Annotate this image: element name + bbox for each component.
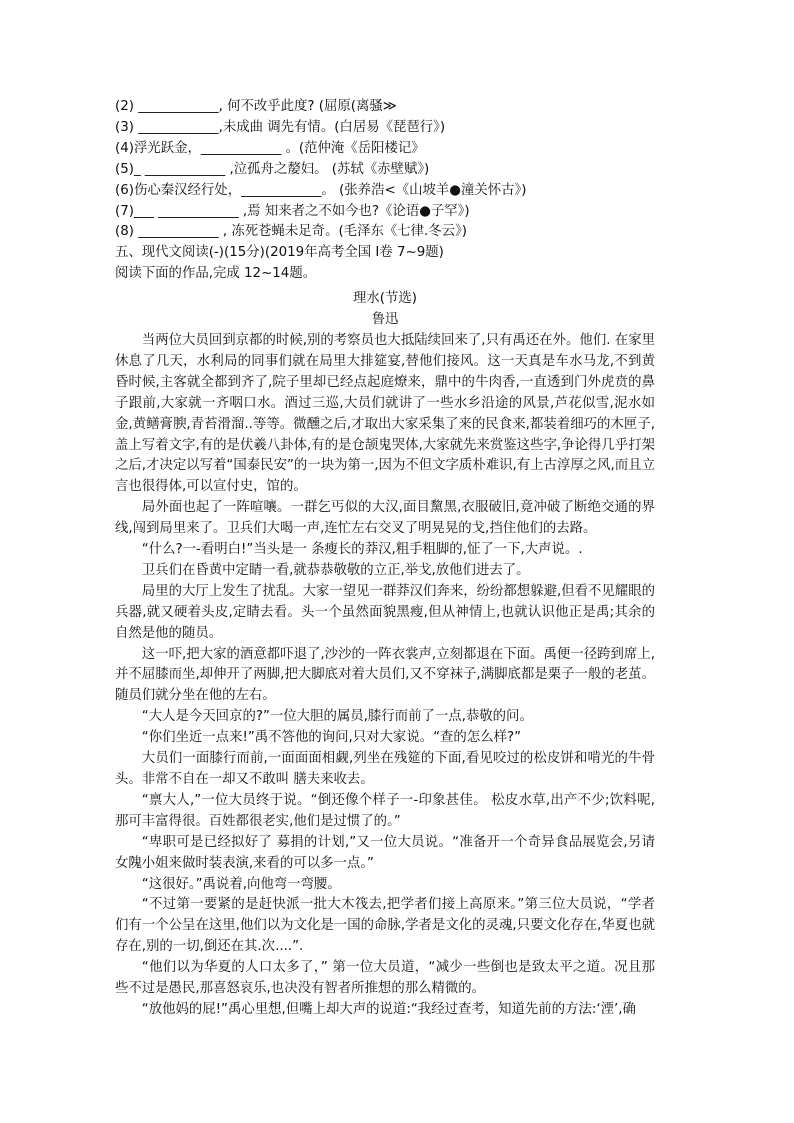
fill-blank-item: (6)伤心秦汉经行处，____________。 (张养浩<《山坡羊●潼关怀古》)	[115, 182, 527, 198]
section-heading: 五、现代文阅读(-)(15分)(2019年高考全国 I卷 7~9题)	[115, 245, 444, 261]
article-paragraph: 当两位大员回到京都的时候,别的考察员也大抵陆续回来了,只有禹还在外。他们. 在家里休息了几天，水利局的同事们就在局里大排筵宴,替他们接风。这一天真是车水马龙,不到黄昏时候,主客就全都到齐了,院子里却已经点起庭燎来，鼎中的牛肉香,一直透到门外虎贲的鼻子跟前,大家就一齐咽口水。酒过三巡,大员们就讲了一些水乡沿途的风景,芦花似雪,泥水如金,黄鳝膏腴,青苔滑溜..等等。微醺之后,才取出大家采集了来的民食来,都装着细巧的木匣子,盖上写着文字,有的是伏羲八卦体,有的是仓颉鬼哭体,大家就先来赏鉴这些字,争论得几乎打架之后,才决定以写着“国泰民安”的一块为第一,因为不但文字质朴难识,有上古淳厚之风,而且立言也很得体,可以宣付史，馆的。	[115, 332, 655, 495]
fill-blank-list	[115, 97, 655, 243]
article-paragraph: “这很好。”禹说着,向他弯一弯腰。	[141, 876, 341, 892]
article-paragraph: 局外面也起了一阵喧嚷。一群乞丐似的大汉,面目黧黑,衣服破旧,竟冲破了断绝交通的界线,闯到局里来了。卫兵们大喝一声,连忙左右交叉了明晃晃的戈,挡住他们的去路。	[115, 500, 655, 537]
article-paragraph: “放他妈的屁!”禹心里想,但嘴上却大声的说道:“我经过查考，知道先前的方法:‘湮’,确	[141, 1001, 636, 1017]
article-paragraph: 这一吓,把大家的酒意都吓退了,沙沙的一阵衣裳声,立刻都退在下面。禹便一径跨到席上,并不屈膝而坐,却伸开了两脚,把大脚底对着大员们,又不穿袜子,满脚底都是栗子一般的老茧。随员们就分坐在他的左右。	[115, 646, 655, 704]
article-author: 鲁迅	[371, 312, 399, 328]
document-body	[115, 97, 655, 1021]
article-paragraph: 卫兵们在昏黄中定睛一看,就恭恭敬敬的立正,举戈,放他们进去了。	[141, 562, 530, 578]
article-paragraph: “大人是今天回京的?”一位大胆的属员,膝行而前了一点,恭敬的问。	[141, 709, 533, 725]
article-paragraph: “你们坐近一点来!”禹不答他的询问,只对大家说。“查的怎么样?”	[141, 730, 522, 746]
article-paragraph: “什么?一-看明白!”当头是一 条瘦长的莽汉,粗手粗脚的,怔了一下,大声说。.	[141, 542, 583, 558]
fill-blank-item: (3) ____________,未成曲 调先有情。(白居易《琵琶行》)	[115, 119, 446, 135]
fill-blank-item: (4)浮光跃金，____________ 。(范仲淹《岳阳楼记》	[115, 140, 425, 156]
fill-blank-item: (7)___ ____________ ,焉 知来者之不如今也?《论语●子罕》)	[115, 203, 470, 219]
article-paragraph: 大员们一面膝行而前,一面面面相觑,列坐在残筵的下面,看见咬过的松皮饼和啃光的牛骨头。非常不自在一却又不敢叫 膳夫来收去。	[115, 751, 655, 787]
fill-blank-item: (8) ____________ , 冻死苍蝇未足奇。(毛泽东《七律.冬云》)	[115, 224, 467, 240]
article-paragraph: “他们以为华夏的人口太多了，” 第一位大员道，“减少一些倒也是致太平之道。况且那些不过是愚民,那喜怒哀乐,也决没有智者所推想的那么精微的。	[115, 960, 655, 997]
article-text	[115, 331, 655, 1021]
article-paragraph: “禀大人,”一位大员终于说。“倒还像个样子一-印象甚佳。 松皮水草,出产不少;饮料呢,那可丰富得很。百姓都很老实,他们是过惯了的。”	[115, 792, 655, 829]
article-title: 理水(节选)	[352, 291, 417, 307]
article-paragraph: 局里的大厅上发生了扰乱。大家一望见一群莽汉们奔来，纷纷都想躲避,但看不见耀眼的兵器,就又硬着头皮,定睛去看。头一个虽然面貌黑瘦,但从神情上,也就认识他正是禹;其余的自然是他的随员。	[115, 583, 655, 641]
reading-instruction: 阅读下面的作品,完成 12~14题。	[115, 266, 317, 282]
article-paragraph: “不过第一要紧的是赶快派一批大木筏去,把学者们接上高原来。”第三位大员说，“学者们有一个公呈在这里,他们以为文化是一国的命脉,学者是文化的灵魂,只要文化存在,华夏也就存在,别的一切,倒还在其.次....”.	[115, 897, 655, 955]
fill-blank-item: (5)_ ____________ ,泣孤舟之嫠妇。 (苏轼《赤壁赋》)	[115, 161, 430, 177]
article-paragraph: “卑职可是已经拟好了 募捐的计划,”又一位大员说。“准备开一个奇异食品展览会,另请女隗小姐来做时装表演,来看的可以多一点。”	[115, 834, 655, 871]
fill-blank-item: (2) ____________, 何不改乎此度? (屈原(离骚≫	[115, 99, 397, 114]
